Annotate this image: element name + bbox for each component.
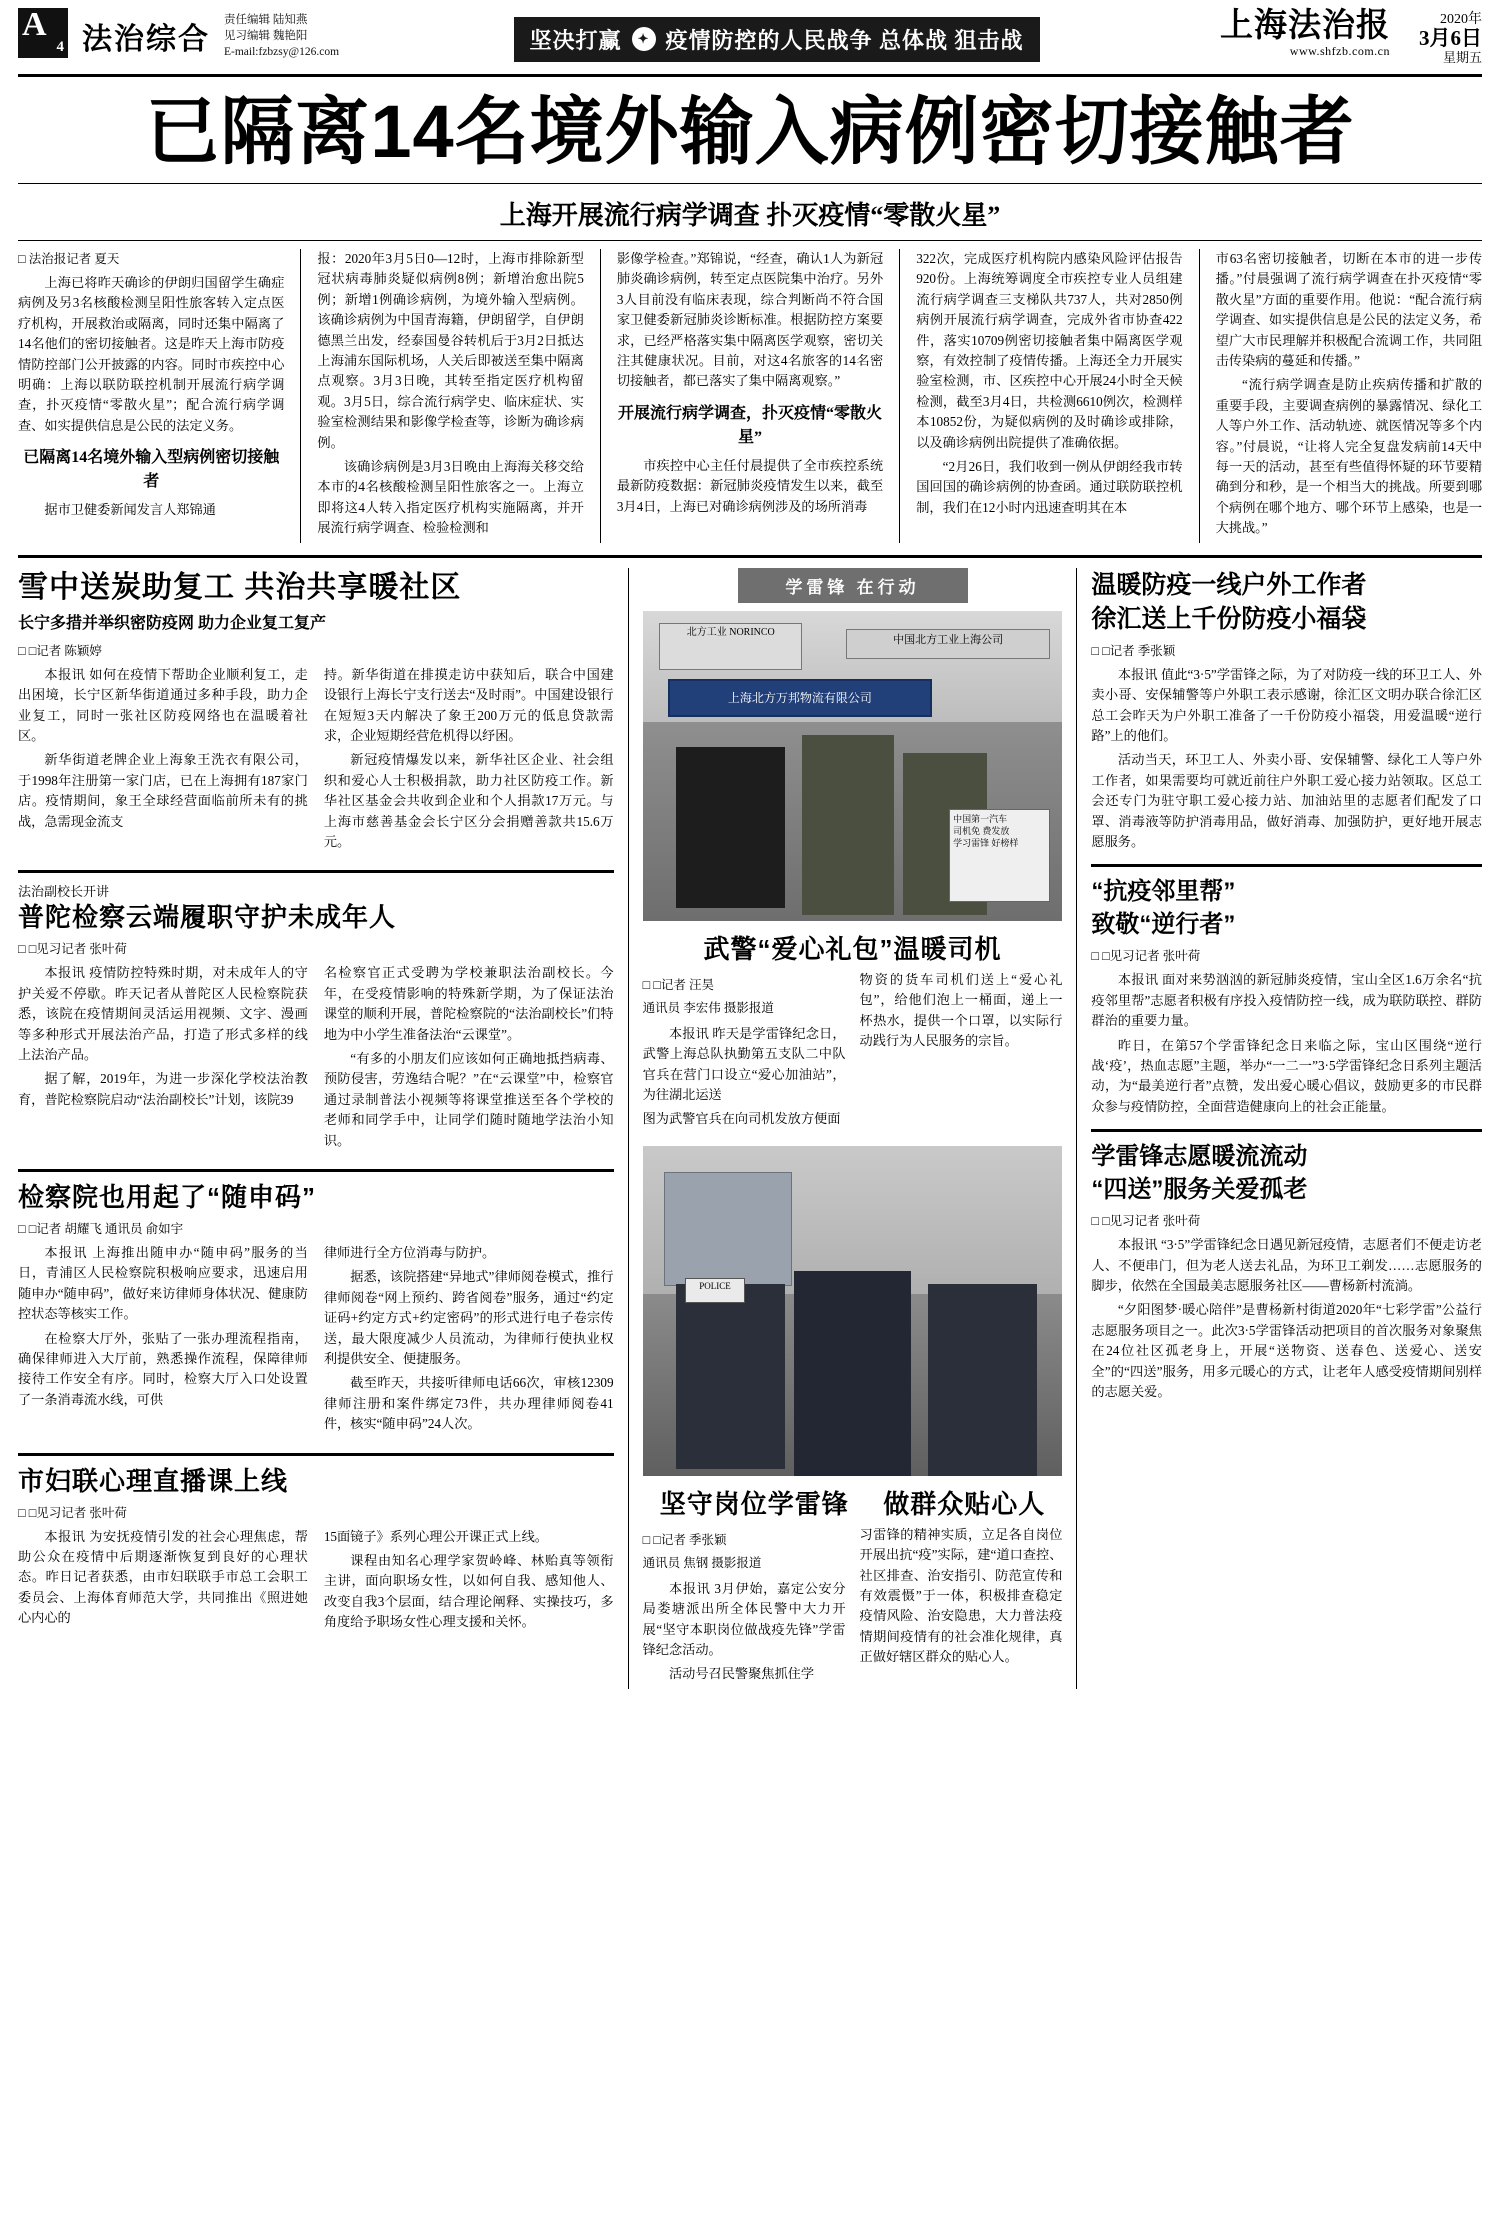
feature-column — [643, 568, 1063, 1689]
article-title-line2: 致敬“逆行者” — [1091, 911, 1236, 939]
byline-reporter: □ □见习记者 张叶荷 — [18, 1503, 127, 1521]
column-divider — [1199, 249, 1200, 543]
article-sep — [18, 1169, 614, 1172]
byline — [18, 1219, 614, 1237]
photo-banner-logistics: 上海北方万邦物流有限公司 — [668, 679, 932, 717]
section-divider — [1076, 568, 1077, 1689]
paragraph: 新冠疫情爆发以来，新华社区企业、社会组织和爱心人士积极捐款，助力社区防疫工作。新华社区基金会共收到企业和个人捐款17万元。与上海市慈善基金会长宁区分会捐赠善款共15.6万元。 — [323, 752, 614, 849]
paragraph: 律师进行全方位消毒与防护。 — [323, 1245, 496, 1260]
banner-left-text: 坚决打赢 — [529, 27, 622, 53]
photo-figure-officer-1 — [676, 1284, 785, 1469]
article-women-federation-course — [18, 1464, 614, 1637]
page-badge — [18, 8, 72, 70]
paragraph: 本报讯 如何在疫情下帮助企业顺利复工，走出困境，长宁区新华街道通过多种手段，助力企业复工，同时一张社区防疫网络也在温暖着社区。 — [18, 666, 308, 743]
photo-background-building — [664, 1172, 792, 1286]
page-subtitle: 上海开展流行病学调查 扑灭疫情“零散火星” — [499, 201, 1001, 230]
board-line-1: 中国第一汽车 — [953, 814, 1008, 825]
article-snow-relief — [18, 568, 614, 857]
byline-reporter: □ □记者 季张颖 — [643, 1530, 727, 1548]
photo-figure-officer-2 — [794, 1271, 912, 1476]
issue-year: 2020年 — [1440, 12, 1482, 27]
paragraph: 322次，完成医疗机构院内感染风险评估报告920份。上海统筹调度全市疾控专业人员组建流行病学调查三支梯队共737人，共对2850例病例开展流行病学调查，完成外省市协查422件，落实10709例密切接触者集中隔离医学观察，有效控制了疫情传播。上海还全力开展实验室检测，市、区疾控中心开展24小时全天候检测，截至3月4日，共检测6610例次，检测样本10852份，为疑似病例的及时确诊或排除，以及确诊病例出院提供了准确依据。 — [916, 251, 1183, 450]
article-xuhui-blessing-bags — [1091, 568, 1482, 853]
paper-title: 上海法治报 — [1220, 8, 1390, 44]
photo-sign-company: 中国北方工业上海公司 — [846, 629, 1050, 659]
article-title-line2: “四送”服务关爱孤老 — [1091, 1176, 1308, 1204]
paper-url: www.shfzb.com.cn — [1289, 44, 1390, 58]
byline-contributor: 通讯员 焦钢 摄影报道 — [642, 1555, 762, 1570]
staff-line-2: 见习编辑 魏艳阳 — [224, 30, 308, 42]
top-story-col-2 — [317, 249, 583, 543]
article-sep — [1091, 1129, 1482, 1132]
byline — [1091, 946, 1482, 964]
issue-date — [1390, 8, 1482, 70]
paragraph: 本报讯 上海推出随申办“随申码”服务的当日，青浦区人民检察院积极响应要求，迅速启用随申办“随申码”，做好来访律师身体状况、健康防控状态等核实工作。 — [18, 1245, 308, 1322]
paragraph: 活动号召民警聚焦抓住学 — [668, 1666, 815, 1682]
issue-weekday: 星期五 — [1442, 50, 1482, 65]
board-line-3: 学习雷锋 好榜样 — [953, 838, 1019, 849]
paragraph: 据悉，该院搭建“异地式”律师阅卷模式，推行律师阅卷“网上预约、跨省阅卷”服务，通过“约定证码+约定方式+约定密码”的形式进行电子卷宗传送，最大限度减少人员流动，为律师行使执业权利提供安全、便捷服务。 — [323, 1269, 614, 1367]
lower-section — [18, 568, 1482, 1689]
photo-board-slogans — [949, 809, 1050, 902]
section-name: 法治综合 — [82, 23, 210, 56]
column-divider — [600, 249, 601, 543]
headline-rule — [18, 183, 1482, 184]
article-title: 市妇联心理直播课上线 — [18, 1465, 289, 1496]
issue-month-day: 3月6日 — [1419, 26, 1482, 50]
byline — [643, 1530, 846, 1548]
paragraph: 名检察官正式受聘为学校兼职法治副校长。今年，在受疫情影响的特殊新学期，为了保证法治课堂的顺利开展，普陀检察院的“法治副校长”们特地为中小学生准备法治“云课堂”。 — [323, 965, 614, 1042]
section-divider — [628, 568, 629, 1689]
staff-box — [224, 8, 339, 70]
paragraph: “夕阳图梦·暖心陪伴”是曹杨新村街道2020年“七彩学雷”公益行志愿服务项目之一。此次3·5学雷锋活动把项目的首次服务对象聚焦在24位社区孤老身上，开展“送物资、送春色、送爱心、送安全”的“四送”服务，用多元暖心的方式，让老年人感受疫情期间别样的志愿关爱。 — [1091, 1302, 1482, 1400]
top-story-col-5 — [1216, 249, 1482, 543]
campaign-banner — [339, 8, 1214, 70]
paper-nameplate — [1214, 8, 1390, 70]
paragraph: “2月26日，我们收到一例从伊朗经我市转国回国的确诊病例的协查函。通过联防联控机制，我们在12小时内迅速查明其在本 — [916, 459, 1183, 515]
byline — [1091, 1211, 1482, 1229]
top-story — [18, 241, 1482, 543]
byline-reporter: □ □见习记者 张叶荷 — [1091, 1211, 1200, 1229]
paragraph: 课程由知名心理学家贺岭峰、林贻真等领衔主讲，面向职场女性，以如何自我、感知他人、改变自我3个层面，结合理论阐释、实操技巧，多角度给予职场女性心理支援和关怀。 — [323, 1553, 614, 1630]
top-story-subhead-2: 开展流行病学调查，扑灭疫情“零散火星” — [618, 404, 883, 446]
column-divider — [300, 249, 301, 543]
byline-reporter: □ □见习记者 张叶荷 — [18, 939, 127, 957]
article-suishen-code — [18, 1180, 614, 1439]
byline-reporter: □ □记者 陈颖婷 — [18, 641, 102, 659]
paragraph: 据市卫健委新闻发言人郑锦通 — [44, 502, 216, 518]
paragraph: 报：2020年3月5日0—12时，上海市排除新型冠状病毒肺炎疑似病例8例；新增治愈出院5例；新增1例确诊病例，为境外输入型病例。该确诊病例为中国青海籍，伊朗留学，自伊朗德黑兰出发，经泰国曼谷转机后于3月2日抵达上海浦东国际机场，人关后即被送至集中隔离点观察。3月3日晚，其转至指定医疗机构留观。3月5日，综合流行病学史、临床症状、实验室检测结果和影像学检查等，诊断为确诊病例。 — [317, 251, 584, 450]
staff-line-3: E-mail:fzbzsy@126.com — [224, 46, 340, 58]
byline — [18, 249, 284, 267]
paragraph: 本报讯 “3·5”学雷锋纪念日遇见新冠疫情，志愿者们不便走访老人、不便串门，但为老人送去礼品，为环卫工剃发……志愿服务的脚步，依然在全国最美志愿服务社区——曹杨新村流淌。 — [1091, 1237, 1482, 1293]
byline — [18, 939, 614, 957]
photo-figure-driver — [676, 747, 785, 908]
article-title-line1: “抗疫邻里帮” — [1091, 878, 1236, 906]
staff-line-1: 责任编辑 陆知燕 — [224, 14, 308, 26]
paragraph: 据了解，2019年，为进一步深化学校法治教育，普陀检察院启动“法治副校长”计划，该院39 — [18, 1071, 308, 1107]
paragraph: 市疾控中心主任付晨提供了全市疾控系统最新防疫数据：新冠肺炎疫情发生以来，截至3月4日，上海已对确诊病例涉及的场所消毒 — [616, 457, 884, 514]
paragraph: 本报讯 疫情防控特殊时期，对未成年人的守护关爱不停歇。昨天记者从普陀区人民检察院获悉，该院在疫情期间灵活运用视频、文字、漫画等多种形式开展法治产品，打造了形式多样的线上法治产品。 — [18, 965, 308, 1062]
article-title: 普陀检察云端履职守护未成年人 — [18, 902, 397, 933]
right-column — [1091, 568, 1482, 1689]
masthead — [18, 0, 1482, 70]
byline — [18, 1503, 614, 1521]
paragraph: 活动当天，环卫工人、外卖小哥、安保辅警、绿化工人等户外工作者，如果需要均可就近前往户外职工爱心接力站领取。区总工会还专门为驻守职工爱心接力站、加油站里的志愿者们配发了口罩、消毒液等防护消毒用品，做好消毒、加强防护，更好地开展志愿服务。 — [1091, 752, 1482, 849]
photo-armed-police-care-package — [643, 611, 1063, 921]
article-title: 雪中送炭助复工 共治共享暖社区 — [18, 570, 462, 604]
photo2-titles — [643, 1484, 1063, 1521]
column-divider — [899, 249, 900, 543]
article-sep — [18, 1453, 614, 1456]
left-column — [18, 568, 614, 1689]
paragraph: 市63名密切接触者，切断在本市的进一步传播。”付晨强调了流行病学调查在扑灭疫情“零散火星”方面的重要作用。他说：“配合流行病学调查、如实提供信息是公民的法定义务，希望广大市民理解并积极配合流调工作，共同阻击传染病的蔓延和传播。” — [1215, 251, 1483, 369]
top-story-col-4 — [916, 249, 1182, 543]
banner-right-text: 疫情防控的人民战争 总体战 狙击战 — [665, 27, 1024, 53]
police-label: POLICE — [685, 1278, 746, 1303]
byline-reporter: □ □见习记者 张叶荷 — [1091, 946, 1200, 964]
top-story-subhead-1: 已隔离14名境外输入型病例密切接触者 — [23, 449, 280, 491]
byline — [18, 641, 614, 659]
page-badge-number: 4 — [56, 39, 64, 55]
board-line-2: 司机免 费发放 — [953, 826, 1010, 837]
byline-reporter: □ □记者 胡耀飞 通讯员 俞如宇 — [18, 1219, 183, 1237]
top-story-bottom-rule — [18, 555, 1482, 558]
paragraph: 影像学检查。”郑锦说，“经查，确认1人为新冠肺炎确诊病例，转至定点医院集中治疗。另外3人目前没有临床表现，综合判断尚不符合国家卫健委新冠肺炎诊断标准。根据防控方案要求，已经严格落实集中隔离医学观察，密切关注其健康状况。目前，对这4名旅客的14名密切接触者，都已落实了集中隔离观察。” — [616, 251, 884, 389]
virus-icon: ✦ — [632, 27, 656, 51]
photo-figure-soldier-1 — [802, 735, 894, 915]
photo-sign-norinco: 北方工业 NORINCO — [659, 623, 802, 670]
byline-reporter: □ □记者 季张颖 — [1091, 641, 1175, 659]
paragraph: “流行病学调查是防止疾病传播和扩散的重要手段，主要调查病例的暴露情况、绿化工人等户外工作、活动轨迹、就医情况等多个内容。”付晨说，“让将人完全复盘发病前14天中每一天的活动，甚至有些值得怀疑的环节要精确到分和秒，是一个相当大的挑战。所要到哪个病例在哪个地方、哪个环节上感染，也是一大挑战。” — [1215, 377, 1483, 536]
article-sep — [1091, 864, 1482, 867]
top-story-col-1 — [18, 249, 284, 543]
paragraph: 物资的货车司机们送上“爱心礼包”，给他们泡上一桶面，递上一杯热水，提供一个口罩，以实际行动践行为人民服务的宗旨。 — [859, 971, 1063, 1048]
article-putuo-procuratorate — [18, 881, 614, 1155]
paragraph: 本报讯 值此“3·5”学雷锋之际，为了对防疫一线的环卫工人、外卖小哥、安保辅警等户外职工表示感谢，徐汇区文明办联合徐汇区总工会昨天为户外职工准备了一千份防疫小福袋，用爱温暖“逆行路”上的他们。 — [1091, 666, 1482, 743]
article-neighborhood-help — [1091, 875, 1482, 1117]
paragraph: 上海已将昨天确诊的伊朗归国留学生确症病例及另3名核酸检测呈阳性旅客转入定点医疗机构，开展救治或隔离，同时还集中隔离了14名他们的密切接触者。这是昨天上海市防疫情防控部门公开披露的内容。同时市疾控中心明确：上海以联防联控机制开展流行病学调查，扑灭疫情“零散火星”；配合流行病学调查、如实提供信息是公民的法定义务。 — [18, 275, 285, 433]
byline — [643, 975, 846, 993]
article-kicker: 法治副校长开讲 — [18, 884, 110, 900]
paragraph: 本报讯 面对来势汹汹的新冠肺炎疫情，宝山全区1.6万余名“抗疫邻里帮”志愿者积极有序投入疫情防控一线，成为联防联控、群防群治的重要力量。 — [1091, 972, 1482, 1029]
byline-reporter: □ □记者 汪昊 — [643, 975, 714, 993]
photo1-note: 图为武警官兵在向司机发放方便面 — [642, 1111, 841, 1127]
byline-reporter: □ 法治报记者 夏天 — [18, 249, 119, 267]
paragraph: 习雷锋的精神实质，立足各自岗位开展出抗“疫”实际，建“道口查控、社区排查、治安指引、防范宣传和有效震慑”于一体，积极排查稳定疫情风险、治安隐患，大力普法疫情期间疫情有的社会准化规律，真正做好辖区群众的贴心人。 — [859, 1526, 1063, 1665]
paragraph: 本报讯 3月伊始，嘉定公安分局娄塘派出所全体民警中大力开展“坚守本职岗位做战疫先锋”学雷锋纪念活动。 — [642, 1580, 846, 1657]
photo2-title-left: 坚守岗位学雷锋 — [659, 1488, 849, 1519]
paragraph: 新华街道老牌企业上海象王洗衣有限公司，于1998年注册第一家门店，已在上海拥有187家门店。疫情期间，象王全球经营面临前所未有的挑战，急需现金流支 — [18, 752, 308, 829]
article-title-line2: 徐汇送上千份防疫小福袋 — [1091, 604, 1367, 633]
paragraph: 15面镜子》系列心理公开课正式上线。 — [323, 1528, 548, 1544]
photo1-title: 武警“爱心礼包”温暖司机 — [703, 933, 1002, 964]
paragraph: 该确诊病例是3月3日晚由上海海关移交给本市的4名核酸检测呈阳性旅客之一。上海立即将这4人转入指定医疗机构实施隔离，并开展流行病学调查、检验检测和 — [317, 459, 584, 536]
page-badge-letter: A — [22, 6, 47, 43]
top-story-col-3 — [617, 249, 883, 543]
photo-figure-officer-3 — [928, 1284, 1037, 1475]
page-title: 已隔离14名境外输入病例密切接触者 — [145, 90, 1355, 173]
section-tab-lei-feng: 学雷锋 在行动 — [738, 568, 968, 603]
paragraph: 持。新华街道在排摸走访中获知后，联合中国建设银行上海长宁支行送去“及时雨”。中国建设银行在短短3天内解决了象王200万元的低息贷款需求，企业短期经营危机得以纾困。 — [323, 666, 614, 743]
paragraph: “有多的小朋友们应该如何正确地抵挡病毒、预防侵害，劳逸结合呢？”在“云课堂”中，检察官通过录制普法小视频等将课堂推送至各个学校的老师和同学手中，让同学们随时随地学法治小知识。 — [323, 1050, 614, 1148]
paragraph: 昨日，在第57个学雷锋纪念日来临之际，宝山区围绕“逆行战‘疫’，热血志愿”主题，举办“一二一”3·5学雷锋纪念日系列主题活动，为“最美逆行者”点赞，发出爱心暖心倡议，鼓励更多的市民群众参与疫情防控，全面营造健康向上的社会正能量。 — [1091, 1037, 1482, 1114]
article-title-line1: 温暖防疫一线户外工作者 — [1091, 570, 1367, 599]
article-sep — [18, 870, 614, 873]
photo2-title-right: 做群众贴心人 — [883, 1488, 1046, 1519]
paragraph: 截至昨天，共接听律师电话66次，审核12309律师注册和案件绑定73件，共办理律师阅卷41件，核实“随申码”24人次。 — [323, 1375, 614, 1432]
article-subtitle: 长宁多措并举织密防疫网 助力企业复工复产 — [18, 614, 327, 632]
article-four-deliveries-elderly — [1091, 1140, 1482, 1402]
paragraph: 本报讯 为安抚疫情引发的社会心理焦虑，帮助公众在疫情中后期逐渐恢复到良好的心理状态。昨日记者获悉，由市妇联联手市总工会职工委员会、上海体育师范大学，共同推出《照进她心内心的 — [18, 1528, 308, 1626]
article-title-line1: 学雷锋志愿暖流流动 — [1091, 1143, 1308, 1171]
byline-contributor: 通讯员 李宏伟 摄影报道 — [642, 1000, 774, 1015]
byline — [1091, 641, 1482, 659]
paragraph: 本报讯 昨天是学雷锋纪念日，武警上海总队执勤第五支队二中队官兵在营门口设立“爱心加油站”，为往湖北运送 — [642, 1025, 846, 1102]
paragraph: 在检察大厅外，张贴了一张办理流程指南，确保律师进入大厅前，熟悉操作流程，保障律师接待工作安全有序。同时，检察大厅入口处设置了一条消毒流水线，可供 — [18, 1330, 308, 1407]
article-title: 检察院也用起了“随申码” — [18, 1182, 317, 1212]
photo-police-lei-feng — [643, 1146, 1063, 1476]
